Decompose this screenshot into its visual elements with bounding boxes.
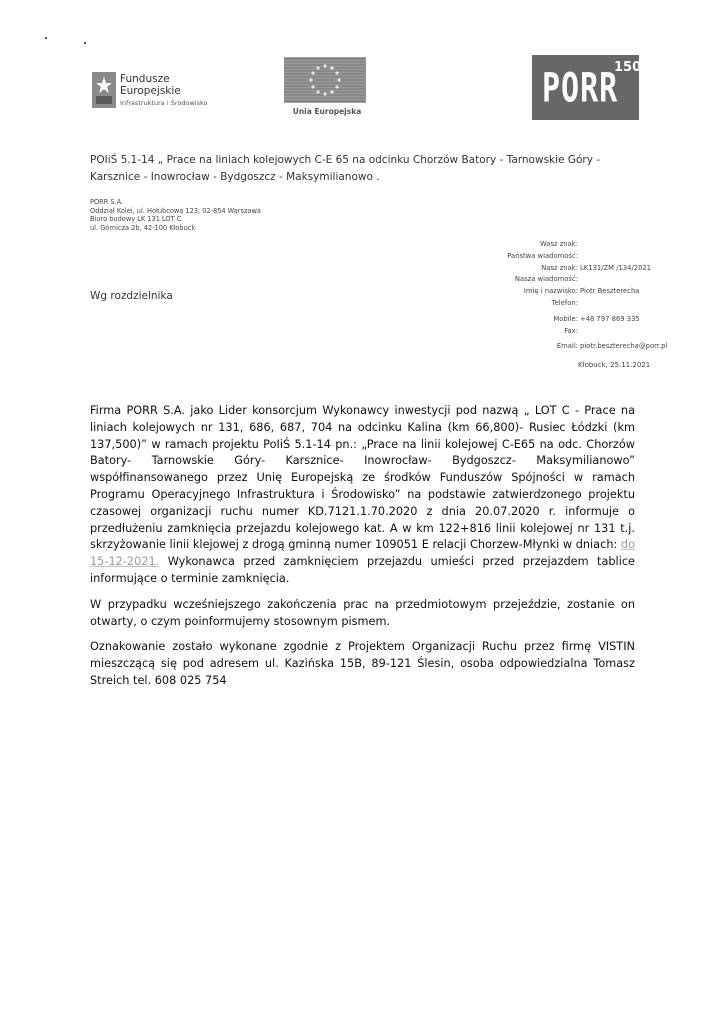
reference-row — [420, 299, 680, 311]
letter-date: Kłobuck, 25.11.2021 — [578, 361, 651, 369]
reference-table — [420, 240, 680, 354]
sender-office: Biuro budowy LK 131 LOT C — [90, 215, 182, 224]
reference-label: Państwa wiadomość: — [507, 251, 578, 260]
closure-end-date: do 15-12-2021. — [90, 538, 636, 569]
reference-row — [420, 327, 680, 339]
porr-anniversary: 150 — [614, 60, 642, 75]
scan-speck — [84, 42, 86, 44]
fundusze-line2: Europejskie — [120, 85, 181, 97]
eu-stars-icon — [284, 57, 366, 103]
fundusze-europejskie-logo — [92, 68, 292, 118]
eu-flag-icon — [284, 57, 366, 103]
porr-logo — [532, 55, 642, 120]
reference-label: Nasza wiadomość: — [514, 275, 578, 284]
letter-body — [90, 403, 635, 699]
sender-block — [90, 198, 261, 232]
recipient: Wg rozdzielnika — [90, 290, 173, 302]
reference-row — [420, 275, 680, 287]
body-paragraph-3: Oznakowanie zostało wykonane zgodnie z Projektem Organizacji Ruchu przez firmę VISTIN mieszczącą się pod adresem ul. Kazińska 15B, 89-121 Ślesin, osoba odpowiedzialna Tomasz Streich tel. 608 025 754 — [90, 640, 635, 687]
body-paragraph-1 — [90, 403, 635, 588]
reference-label: Fax: — [564, 326, 578, 335]
fundusze-star-icon — [92, 72, 116, 108]
reference-row — [420, 342, 680, 354]
body-p1-tail: Wykonawca przed zamknięciem przejazdu umieści przed przejazdem tablice informujące o terminie zamknięcia. — [90, 555, 635, 585]
body-paragraph-2: W przypadku wcześniejszego zakończenia prac na przedmiotowym przejeździe, zostanie on otwarty, o czym poinformujemy stosownym pismem. — [90, 597, 635, 628]
body-p1-main: Firma PORR S.A. jako Lider konsorcjum Wykonawcy inwestycji pod nazwą „ LOT C - Prace na liniach kolejowych nr 131, 686, 687, 704 na odcinku Kalina (km 66,800)- Rusiec Łódzki (km 137,500)” w ramach projektu PoIiŚ 5.1-14 pn.: „Prace na linii kolejowej C-E65 na odc. Chorzów Batory- Tarnowskie Góry- Karsznice- Inowrocław- Bydgoszcz- Maksymilianowo” współfinansowanego przez Unię Europejską ze środków Funduszów Spójności w ramach Programu Operacyjnego Infrastruktura i Środowisko” na podstawie zatwierdzonego projektu czasowej organizacji ruchu numer KD.7121.1.70.2020 z dnia 20.07.2020 r. informuje o przedłużeniu zamknięcia przejazdu kolejowego kat. A w km 122+816 linii kolejowej nr 131 t.j. skrzyżowanie linii klejowej z drogą gminną numer 109051 E relacji Chorzew-Młynki w dniach: — [90, 404, 635, 552]
reference-value: piotr.beszterecha@porr.pl — [580, 342, 668, 351]
reference-label: Telefon: — [551, 298, 578, 307]
reference-label: Mobile: — [553, 314, 578, 323]
reference-label: Imię i nazwisko: — [523, 287, 578, 296]
reference-row — [420, 287, 680, 299]
sender-division: Oddział Kolei, ul. Hołubcowa 123, 02-854 Warszawa — [90, 206, 261, 215]
sender-company: PORR S.A. — [90, 198, 124, 206]
reference-label: Email: — [556, 342, 578, 351]
porr-wordmark: PORR — [542, 65, 619, 113]
reference-label: Nasz znak: — [541, 263, 578, 272]
reference-row — [420, 264, 680, 276]
eu-logo — [281, 55, 381, 120]
reference-row — [420, 315, 680, 327]
reference-value: Piotr Beszterecha — [580, 287, 640, 296]
reference-value: LK131/ZM /134/2021 — [580, 263, 652, 272]
reference-row — [420, 240, 680, 252]
reference-label: Wasz znak: — [540, 240, 578, 248]
fundusze-line1: Fundusze — [120, 73, 170, 85]
eu-caption: Unia Europejska — [292, 107, 362, 116]
letter-subject: POIiŚ 5.1-14 „ Prace na liniach kolejowych C-E 65 na odcinku Chorzów Batory - Tarnowskie Góry - Karsznice - Inowrocław - Bydgoszcz - Maksymilianowo . — [90, 154, 601, 183]
reference-row — [420, 252, 680, 264]
reference-value: +48 797 869 335 — [580, 314, 640, 323]
scan-speck — [45, 37, 47, 39]
sender-address: ul. Górnicza 2b, 42-100 Kłobuck — [90, 223, 196, 232]
fundusze-line3: Infrastruktura i Środowisko — [120, 99, 208, 107]
